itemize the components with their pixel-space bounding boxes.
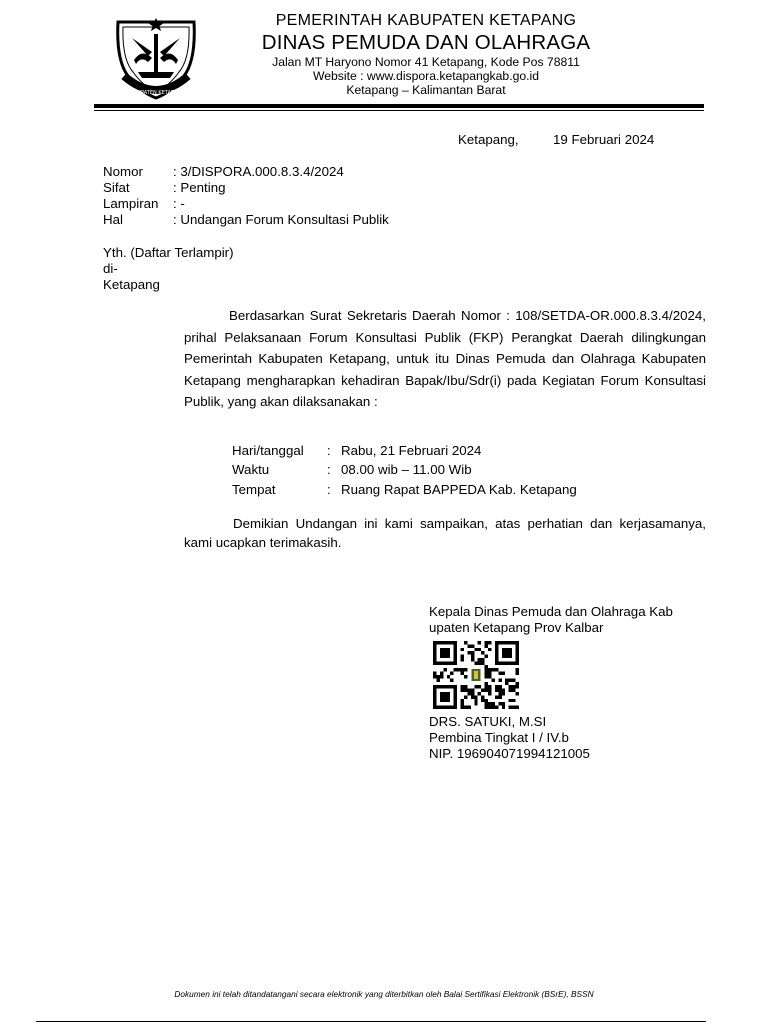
recipient-line-1: Yth. (Daftar Terlampir) bbox=[103, 245, 234, 260]
event-colon-time: : bbox=[327, 462, 331, 477]
event-value-time: 08.00 wib – 11.00 Wib bbox=[341, 462, 472, 477]
event-value-date: Rabu, 21 Februari 2024 bbox=[341, 443, 482, 458]
e-signature-footer-note: Dokumen ini telah ditandatangani secara elektronik yang diterbitkan oleh Balai Sertifikasi Elektronik (BSrE), BSSN bbox=[174, 989, 594, 999]
signature-title-line-2: upaten Ketapang Prov Kalbar bbox=[429, 620, 604, 635]
meta-value-lampiran: : - bbox=[173, 196, 185, 211]
event-colon-place: : bbox=[327, 482, 331, 497]
svg-text:KABUPATEN KETAPANG: KABUPATEN KETAPANG bbox=[127, 90, 185, 96]
letterhead-address: Jalan MT Haryono Nomor 41 Ketapang, Kode Pos 78811 bbox=[272, 55, 580, 69]
letterhead-divider-thin bbox=[94, 110, 704, 111]
meta-value-hal: : Undangan Forum Konsultasi Publik bbox=[173, 212, 389, 227]
recipient-line-2: di- bbox=[103, 261, 118, 276]
letterhead-region: Ketapang – Kalimantan Barat bbox=[346, 83, 506, 97]
qr-code bbox=[433, 641, 519, 709]
signatory-name: DRS. SATUKI, M.SI bbox=[429, 714, 547, 729]
event-label-place: Tempat bbox=[232, 482, 276, 497]
meta-value-nomor: : 3/DISPORA.000.8.3.4/2024 bbox=[173, 164, 344, 179]
event-label-date: Hari/tanggal bbox=[232, 443, 304, 458]
event-colon-date: : bbox=[327, 443, 331, 458]
letterhead-divider-thick bbox=[94, 104, 704, 108]
letter-date: 19 Februari 2024 bbox=[553, 132, 655, 147]
kabupaten-ketapang-logo bbox=[108, 14, 204, 102]
letter-closing-paragraph: Demikian Undangan ini kami sampaikan, atas perhatian dan kerjasamanya, kami ucapkan terimakasih. bbox=[184, 516, 706, 550]
letter-body-paragraph: Berdasarkan Surat Sekretaris Daerah Nomor : 108/SETDA-OR.000.8.3.4/2024, prihal Pelaksanaan Forum Konsultasi Publik (FKP) Perangkat Daerah dilingkungan Pemerintah Kabupaten Ketapang, untuk itu Dinas Pemuda dan Olahraga Kabupaten Ketapang mengharapkan kehadiran Bapak/Ibu/Sdr(i) pada Kegiatan Forum Konsultasi Publik, yang akan dilaksanakan : bbox=[184, 308, 706, 410]
footer-divider bbox=[36, 1021, 706, 1022]
meta-label-nomor: Nomor bbox=[103, 164, 143, 179]
event-value-place: Ruang Rapat BAPPEDA Kab. Ketapang bbox=[341, 482, 577, 497]
letterhead-government: PEMERINTAH KABUPATEN KETAPANG bbox=[275, 12, 577, 29]
signatory-nip: NIP. 196904071994121005 bbox=[429, 746, 590, 761]
recipient-line-3: Ketapang bbox=[103, 277, 160, 292]
signature-title-line-1: Kepala Dinas Pemuda dan Olahraga Kab bbox=[429, 604, 673, 619]
meta-label-hal: Hal bbox=[103, 212, 123, 227]
meta-value-sifat: : Penting bbox=[173, 180, 226, 195]
letterhead-website: Website : www.dispora.ketapangkab.go.id bbox=[312, 69, 540, 83]
signatory-rank: Pembina Tingkat I / IV.b bbox=[429, 730, 569, 745]
meta-label-sifat: Sifat bbox=[103, 180, 130, 195]
letterhead-agency: DINAS PEMUDA DAN OLAHRAGA bbox=[261, 31, 591, 54]
meta-label-lampiran: Lampiran bbox=[103, 196, 159, 211]
event-label-time: Waktu bbox=[232, 462, 270, 477]
letter-place: Ketapang, bbox=[458, 132, 519, 147]
